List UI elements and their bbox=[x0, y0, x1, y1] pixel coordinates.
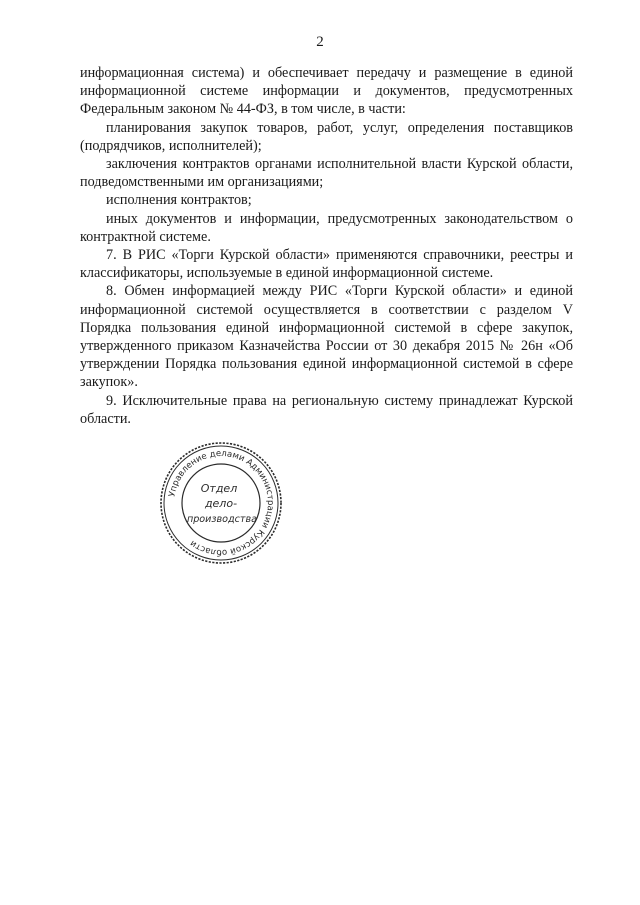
stamp-ring-text: Управление делами Администрации Курской области bbox=[167, 448, 276, 558]
stamp-center-line-1: Отдел bbox=[200, 482, 238, 495]
paragraph-item-9: 9. Исключительные права на региональную систему принадлежат Курской области. bbox=[80, 392, 573, 427]
paragraph-intro: информационная система) и обеспечивает передачу и размещение в единой информационной системе информации и документов, предусмотренных Федеральным законом № 44-ФЗ, в том числе, в части: bbox=[80, 65, 573, 118]
office-stamp bbox=[158, 440, 284, 566]
paragraph-other-docs: иных документов и информации, предусмотренных законодательством о контрактной системе. bbox=[80, 210, 573, 245]
page-number: 2 bbox=[316, 34, 324, 50]
stamp-center-line-3: производства bbox=[186, 514, 258, 525]
paragraph-planning: планирования закупок товаров, работ, услуг, определения поставщиков (подрядчиков, исполнителей); bbox=[80, 119, 573, 154]
paragraph-item-8: 8. Обмен информацией между РИС «Торги Курской области» и единой информационной системой осуществляется в соответствии с разделом V Порядка пользования единой информационной системой в сфере закупок, утвержденного приказом Казначейства России от 30 декабря 2015 № 26н «Об утверждении Порядка пользования единой информационной системой в сфере закупок». bbox=[80, 283, 573, 391]
stamp-seal-icon bbox=[158, 440, 284, 566]
paragraph-item-7: 7. В РИС «Торги Курской области» применяются справочники, реестры и классификаторы, используемые в единой информационной системе. bbox=[80, 247, 573, 282]
paragraph-execution: исполнения контрактов; bbox=[106, 192, 252, 209]
stamp-center-line-2: дело- bbox=[204, 497, 238, 510]
paragraph-contracts: заключения контрактов органами исполнительной власти Курской области, подведомственными им организациями; bbox=[80, 156, 573, 191]
document-body bbox=[80, 64, 573, 428]
